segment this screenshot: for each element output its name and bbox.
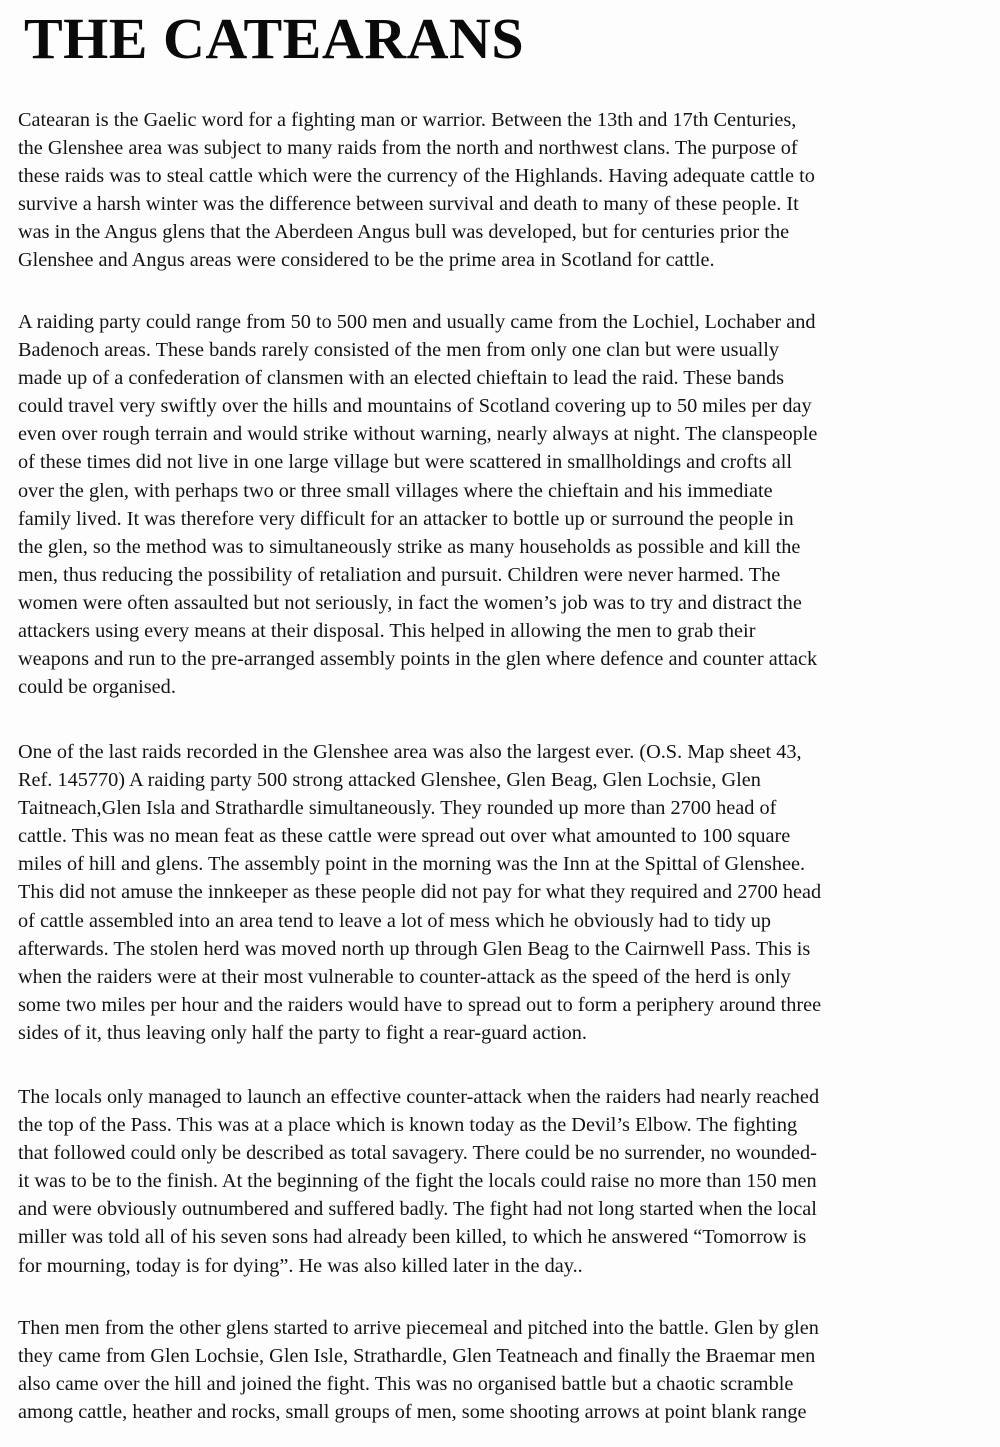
text-line: of cattle assembled into an area tend to leave a lot of mess which he obviously had to tidy up: [18, 909, 772, 932]
text-line: Badenoch areas. These bands rarely consisted of the men from only one clan but were usually: [18, 339, 780, 362]
text-line: among cattle, heather and rocks, small groups of men, some shooting arrows at point blank range: [18, 1401, 807, 1424]
text-line: for mourning, today is for dying”. He was also killed later in the day..: [18, 1254, 583, 1277]
text-line: of these times did not live in one large village but were scattered in smallholdings and crofts all: [18, 451, 793, 474]
text-line: Then men from the other glens started to arrive piecemeal and pitched into the battle. Glen by glen: [18, 1317, 819, 1339]
text-line: some two miles per hour and the raiders would have to spread out to form a periphery around three: [18, 993, 822, 1016]
text-line: Taitneach,Glen Isla and Strathardle simultaneously. They rounded up more than 2700 head of: [18, 797, 777, 820]
paragraph-5: [18, 1314, 988, 1426]
text-line: One of the last raids recorded in the Glenshee area was also the largest ever. (O.S. Map sheet 43,: [18, 741, 802, 763]
text-line: made up of a confederation of clansmen with an elected chieftain to lead the raid. These bands: [18, 367, 785, 390]
text-line: these raids was to steal cattle which were the currency of the Highlands. Having adequate cattle to: [18, 165, 815, 188]
text-line: it was to be to the finish. At the beginning of the fight the locals could raise no more than 150 men: [18, 1170, 817, 1193]
text-line: Catearan is the Gaelic word for a fighting man or warrior. Between the 13th and 17th Centuries,: [18, 109, 797, 131]
text-line: The locals only managed to launch an effective counter-attack when the raiders had nearly reached: [18, 1086, 820, 1108]
text-line: cattle. This was no mean feat as these cattle were spread out over what amounted to 100 square: [18, 825, 791, 848]
text-line: weapons and run to the pre-arranged assembly points in the glen where defence and counter attack: [18, 648, 818, 671]
paragraph-1: [18, 106, 988, 275]
text-line: that followed could only be described as total savagery. There could be no surrender, no wounded-: [18, 1142, 817, 1165]
paragraph-4: [18, 1083, 988, 1280]
text-line: This did not amuse the innkeeper as these people did not pay for what they required and 2700 head: [18, 881, 822, 904]
text-line: Glenshee and Angus areas were considered to be the prime area in Scotland for cattle.: [18, 249, 715, 272]
text-line: even over rough terrain and would strike without warning, nearly always at night. The clanspeople: [18, 423, 818, 446]
text-line: sides of it, thus leaving only half the party to fight a rear-guard action.: [18, 1021, 587, 1044]
text-line: also came over the hill and joined the fight. This was no organised battle but a chaotic scramble: [18, 1373, 794, 1396]
text-line: Ref. 145770) A raiding party 500 strong attacked Glenshee, Glen Beag, Glen Lochsie, Glen: [18, 769, 761, 792]
text-line: survive a harsh winter was the difference between survival and death to many of these people. It: [18, 193, 799, 216]
text-line: and were obviously outnumbered and suffered badly. The fight had not long started when the local: [18, 1198, 817, 1221]
text-line: miller was told all of his seven sons had already been killed, to which he answered “Tomorrow is: [18, 1226, 807, 1249]
page-title: THE CATEARANS: [24, 6, 525, 71]
text-line: the Glenshee area was subject to many raids from the north and northwest clans. The purpose of: [18, 137, 798, 160]
text-line: when the raiders were at their most vulnerable to counter-attack as the speed of the herd is only: [18, 965, 791, 988]
text-line: was in the Angus glens that the Aberdeen Angus bull was developed, but for centuries prior the: [18, 221, 790, 244]
text-line: afterwards. The stolen herd was moved north up through Glen Beag to the Cairnwell Pass. This is: [18, 937, 811, 960]
text-line: over the glen, with perhaps two or three small villages where the chieftain and his immediate: [18, 479, 773, 502]
text-line: miles of hill and glens. The assembly point in the morning was the Inn at the Spittal of Glenshee.: [18, 853, 806, 876]
text-line: women were often assaulted but not seriously, in fact the women’s job was to try and distract the: [18, 591, 802, 614]
text-line: men, thus reducing the possibility of retaliation and pursuit. Children were never harmed. The: [18, 563, 781, 586]
text-line: the glen, so the method was to simultaneously strike as many households as possible and kill the: [18, 535, 801, 558]
text-line: attackers using every means at their disposal. This helped in allowing the men to grab their: [18, 620, 756, 643]
text-line: could be organised.: [18, 676, 176, 699]
text-line: the top of the Pass. This was at a place which is known today as the Devil’s Elbow. The fighting: [18, 1114, 798, 1137]
text-line: could travel very swiftly over the hills and mountains of Scotland covering up to 50 miles per day: [18, 395, 812, 418]
text-line: A raiding party could range from 50 to 500 men and usually came from the Lochiel, Lochaber and: [18, 311, 816, 333]
text-line: family lived. It was therefore very difficult for an attacker to bottle up or surround the people in: [18, 507, 794, 530]
paragraph-2: [18, 308, 988, 701]
paragraph-3: [18, 738, 988, 1047]
text-line: they came from Glen Lochsie, Glen Isle, Strathardle, Glen Teatneach and finally the Braemar men: [18, 1345, 816, 1368]
